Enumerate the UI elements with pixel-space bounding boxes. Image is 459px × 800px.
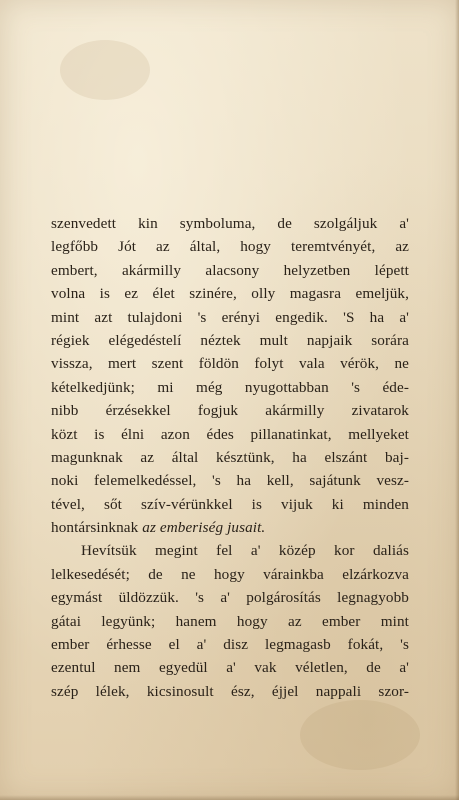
body-text [51,212,409,703]
text-line: régiek elégedéstelí néztek mult napjaik sorára [51,331,409,349]
text-line: ezentul nem egyedül a' vak véletlen, de a' [51,659,409,677]
text-line: szenvedett kin symboluma, de szolgáljuk a' [51,215,409,232]
text-line [51,516,409,539]
text-line: közt is élni azon édes pillanatinkat, mellyeket [51,425,409,443]
page-edge-shadow [0,795,459,800]
text-line: mint azt tulajdoni 's erényi engedik. 'S ha a' [51,308,409,326]
text-line: magunknak az által késztünk, ha elszánt baj- [51,448,409,466]
paper-stain [300,700,420,770]
page-edge-shadow [455,0,459,800]
text-line: tével, sőt szív-vérünkkel is vijuk ki minden [51,495,409,513]
text-line: gátai legyünk; hanem hogy az ember mint [51,612,409,630]
text-line: egymást üldözzük. 's a' polgárosítás legnagyobb [51,589,409,607]
text-line: noki felemelkedéssel, 's ha kell, sajátunk vesz- [51,472,409,490]
text-line: lelkesedését; de ne hogy várainkba elzárkozva [51,565,409,583]
text-line: kételkedjünk; mi még nyugottabban 's éde- [51,378,409,396]
text-line: nibb érzésekkel fogjuk akármilly zivatarok [51,402,409,420]
line-prefix: hontársinknak [51,519,143,537]
text-line: ember érhesse el a' disz legmagasb fokát, 's [51,636,409,654]
text-line: szép lélek, kicsinosult ész, éjjel nappali szor- [51,682,409,700]
text-line: vissza, mert szent földön folyt vala vérök, ne [51,355,409,373]
italic-phrase: az emberiség jusait. [142,519,266,537]
text-line: legfőbb Jót az által, hogy teremtvényét, az [51,238,409,256]
paper-stain [60,40,150,100]
text-line: embert, akármilly alacsony helyzetben lépett [51,261,409,279]
text-line: volna is ez élet szinére, olly magasra emeljük, [51,285,409,303]
paragraph-first-line: Hevítsük megint fel a' közép kor daliás [81,542,409,560]
